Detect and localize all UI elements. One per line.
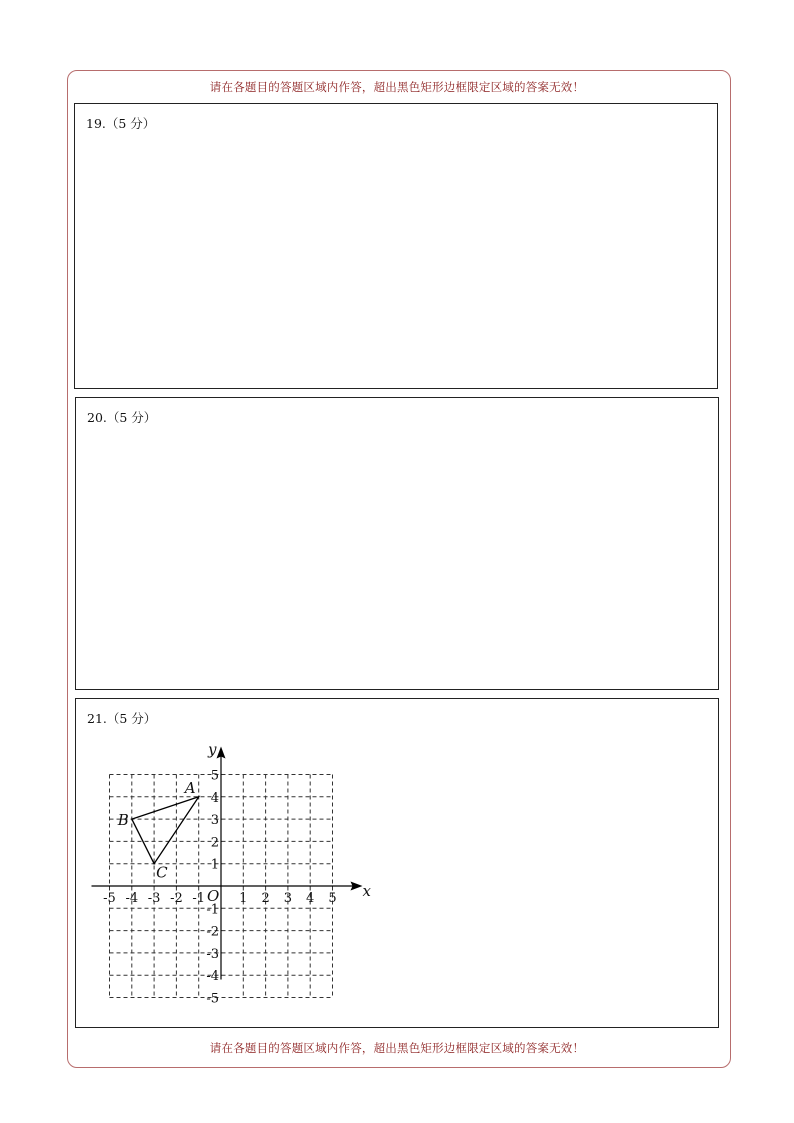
y-tick-label: -1: [206, 902, 219, 918]
question-20-label: 20.（5 分）: [87, 410, 157, 425]
question-21-label: 21.（5 分）: [87, 711, 157, 726]
y-tick-label: -5: [206, 991, 219, 1007]
y-tick-label: -4: [206, 969, 219, 985]
x-tick-label: -2: [170, 891, 183, 906]
x-tick-label: -1: [192, 891, 206, 906]
y-tick-label: 5: [210, 768, 219, 784]
x-axis-label: x: [362, 882, 371, 900]
y-tick-label: 2: [210, 835, 219, 851]
x-tick-label: 2: [261, 891, 270, 906]
x-tick-label: 1: [239, 891, 248, 906]
coordinate-grid-figure: [80, 740, 380, 1020]
origin-label: O: [207, 887, 220, 905]
x-tick-label: 3: [283, 891, 293, 906]
vertex-label-c: C: [156, 863, 168, 882]
y-tick-label: 1: [210, 857, 219, 873]
y-tick-label: -3: [206, 946, 219, 962]
x-tick-label: -3: [147, 891, 161, 906]
x-tick-label: -4: [125, 891, 139, 906]
top-warning-text: 请在各题目的答题区域内作答，超出黑色矩形边框限定区域的答案无效！: [209, 80, 585, 94]
y-axis-label: y: [208, 740, 217, 759]
question-19-label: 19.（5 分）: [86, 116, 156, 131]
y-tick-label: 3: [210, 813, 219, 829]
question-19-answer-area[interactable]: [74, 103, 718, 389]
question-20-answer-area[interactable]: [75, 397, 719, 690]
triangle-abc: [132, 797, 199, 864]
x-tick-label: -5: [103, 891, 116, 906]
x-tick-label: 4: [306, 891, 315, 906]
vertex-label-a: A: [184, 778, 196, 797]
y-tick-label: -2: [206, 924, 219, 940]
vertex-label-b: B: [117, 811, 129, 830]
y-tick-label: 4: [210, 790, 219, 806]
bottom-warning-text: 请在各题目的答题区域内作答，超出黑色矩形边框限定区域的答案无效！: [209, 1041, 585, 1055]
x-tick-label: 5: [328, 891, 337, 906]
